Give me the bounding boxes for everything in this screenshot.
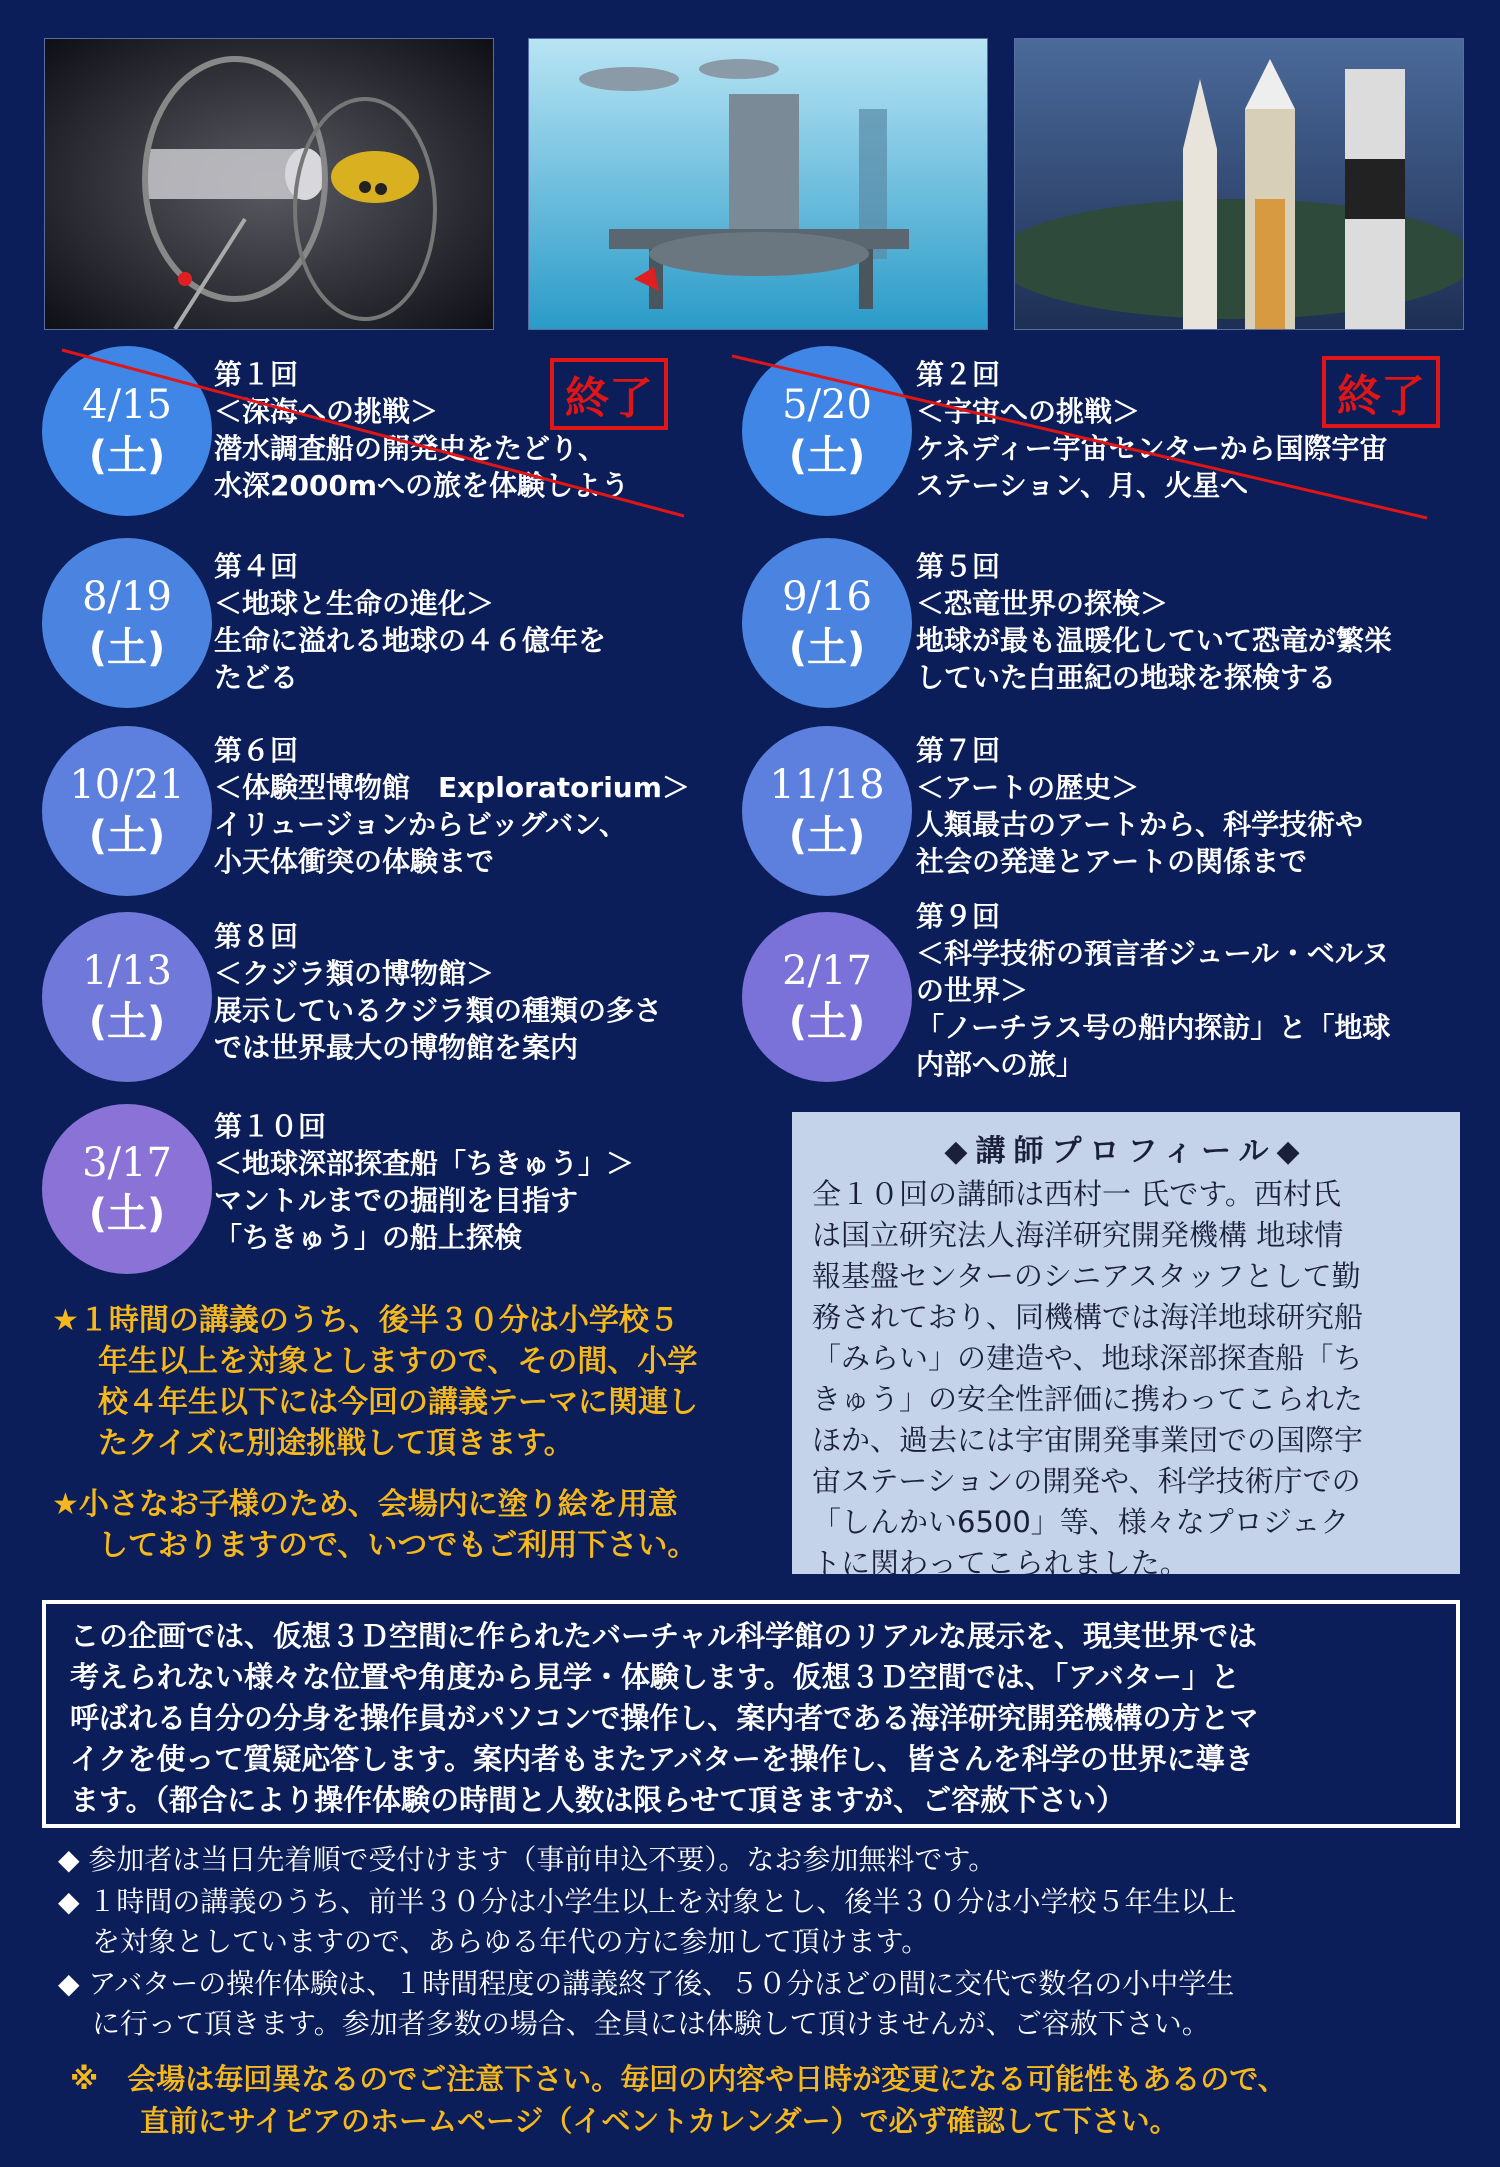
ended-stamp: 終了 xyxy=(550,358,668,430)
session-day-of-week: (土) xyxy=(88,813,166,859)
session-desc-line: 社会の発達とアートの関係まで xyxy=(916,845,1308,878)
session-date: 11/18 xyxy=(769,762,885,808)
session-title: ＜地球と生命の進化＞ xyxy=(214,587,495,620)
session-title: ＜クジラ類の博物館＞ xyxy=(214,957,495,990)
session-number: 第４回 xyxy=(214,550,299,583)
session-date: 4/15 xyxy=(82,382,172,428)
session-date: 5/20 xyxy=(782,382,872,428)
session-title: ＜体験型博物館 Exploratorium＞ xyxy=(214,771,690,804)
session-day-of-week: (土) xyxy=(788,625,866,671)
program-description: この企画では、仮想３Ｄ空間に作られたバーチャル科学館のリアルな展示を、現実世界では 考えられない様々な位置や角度から見学・体験します。仮想３Ｄ空間では、「アバター」と 呼ばれる自分の分身を操作員がパソコンで操作し、案内者である海洋研究開発機構の方とマ イクを使って質疑応答します。案内者もまたアバターを操作し、皆さんを科学の世界に導き ます。（都合により操作体験の時間と人数は限らせて頂きますが、ご容赦下さい） xyxy=(42,1600,1460,1828)
photo-rockets xyxy=(1014,38,1464,330)
photo-space-station xyxy=(528,38,988,330)
session-day-of-week: (土) xyxy=(88,433,166,479)
session-number: 第９回 xyxy=(916,900,1001,933)
session-date: 1/13 xyxy=(82,948,172,994)
session-date: 8/19 xyxy=(82,574,172,620)
strikethrough-line xyxy=(62,348,702,518)
session-title: ＜恐竜世界の探検＞ xyxy=(916,587,1169,620)
session-desc-line: していた白亜紀の地球を探検する xyxy=(916,661,1337,694)
date-circle xyxy=(42,912,212,1082)
session-date: 9/16 xyxy=(782,574,872,620)
session-number: 第５回 xyxy=(916,550,1001,583)
session-title: ＜宇宙への挑戦＞ xyxy=(916,395,1141,428)
session-desc-line: 内部への旅」 xyxy=(916,1048,1085,1081)
session-number: 第７回 xyxy=(916,734,1001,767)
session-number: 第２回 xyxy=(916,358,1001,391)
session-desc-line: 人類最古のアートから、科学技術や xyxy=(916,808,1364,841)
session-desc-line: 展示しているクジラ類の種類の多さ xyxy=(214,994,663,1027)
session-desc-line: 小天体衝突の体験まで xyxy=(214,845,495,878)
date-circle xyxy=(42,538,212,708)
session-desc-line: 地球が最も温暖化していて恐竜が繁栄 xyxy=(916,624,1393,657)
session-desc-line: 水深2000mへの旅を体験しよう xyxy=(214,469,630,502)
strikethrough-line xyxy=(732,354,1432,524)
session-desc-line: イリュージョンからビッグバン、 xyxy=(214,808,628,841)
date-circle xyxy=(742,912,912,1082)
date-circle xyxy=(742,726,912,896)
session-title: ＜アートの歴史＞ xyxy=(916,771,1140,804)
session-desc-line: 「ちきゅう」の船上探検 xyxy=(214,1221,523,1254)
session-day-of-week: (土) xyxy=(788,813,866,859)
info-item-avatar-experience: ◆ アバターの操作体験は、１時間程度の講義終了後、５０分ほどの間に交代で数名の小中学生 に行って頂きます。参加者多数の場合、全員には体験して頂けませんが、ご容赦下さい。 xyxy=(58,1967,1235,2040)
session-number: 第１０回 xyxy=(214,1110,327,1143)
session-desc-line: では世界最大の博物館を案内 xyxy=(214,1031,579,1064)
instructor-profile xyxy=(792,1112,1460,1580)
note-coloring: ★小さなお子様のため、会場内に塗り絵を用意 しておりますので、いつでもご利用下さい。 xyxy=(52,1487,698,1563)
session-day-of-week: (土) xyxy=(788,999,866,1045)
session-day-of-week: (土) xyxy=(88,999,166,1045)
session-number: 第６回 xyxy=(214,734,299,767)
session-date: 10/21 xyxy=(69,762,185,808)
info-item-registration: ◆ 参加者は当日先着順で受付けます（事前申込不要）。なお参加無料です。 xyxy=(58,1843,997,1876)
note-quiz: ★１時間の講義のうち、後半３０分は小学校５ 年生以上を対象としますので、その間、小学 校４年生以下には今回の講義テーマに関連し たクイズに別途挑戦して頂きます。 xyxy=(52,1303,698,1461)
session-desc-line: 「ノーチラス号の船内探訪」と「地球 xyxy=(916,1011,1391,1044)
caution-note: ※ 会場は毎回異なるのでご注意下さい。毎回の内容や日時が変更になる可能性もあるので、 直前にサイピアのホームページ（イベントカレンダー）で必ず確認して下さい。 xyxy=(70,2062,1287,2138)
session-number: 第１回 xyxy=(214,358,299,391)
date-circle xyxy=(742,538,912,708)
session-day-of-week: (土) xyxy=(88,625,166,671)
session-desc-line: 潜水調査船の開発史をたどり、 xyxy=(214,432,607,465)
info-list xyxy=(58,1840,1468,2046)
session-desc-line: ステーション、月、火星へ xyxy=(916,469,1249,502)
notes xyxy=(52,1300,762,1586)
session-date: 2/17 xyxy=(782,948,872,994)
session-day-of-week: (土) xyxy=(788,433,866,479)
info-item-audience: ◆ １時間の講義のうち、前半３０分は小学生以上を対象とし、後半３０分は小学校５年生以上 を対象としていますので、あらゆる年代の方に参加して頂けます。 xyxy=(58,1885,1237,1958)
session-desc-line: たどる xyxy=(214,661,299,694)
date-circle xyxy=(42,1104,212,1274)
profile-body: 全１０回の講師は西村一 氏です。西村氏 は国立研究法人海洋研究開発機構 地球情 報基盤センターのシニアスタッフとして勤 務されており、同機構では海洋地球研究船 「みらい」の建造や、地球深部探査船「ち きゅう」の安全性評価に携わってこられた ほか、過去には宇宙開発事業団での国際宇 宙ステーションの開発や、科学技術庁での 「しんかい6500」等、様々なプロジェク トに関わってこられました。 xyxy=(812,1177,1364,1580)
session-day-of-week: (土) xyxy=(88,1191,166,1237)
session-date: 3/17 xyxy=(82,1140,172,1186)
photo-deep-sea-submersible xyxy=(44,38,494,330)
profile-title: ◆講師プロフィール◆ xyxy=(944,1134,1308,1169)
session-desc-line: の世界＞ xyxy=(916,974,1029,1007)
ended-stamp: 終了 xyxy=(1322,356,1440,428)
date-circle xyxy=(42,726,212,896)
session-title: ＜深海への挑戦＞ xyxy=(214,395,439,428)
session-desc-line: ケネディー宇宙センターから国際宇宙 xyxy=(916,432,1388,465)
session-desc-line: 生命に溢れる地球の４６億年を xyxy=(214,624,607,657)
session-title: ＜地球深部探査船「ちきゅう」＞ xyxy=(214,1147,635,1180)
session-desc-line: マントルまでの掘削を目指す xyxy=(214,1184,579,1217)
session-number: 第８回 xyxy=(214,920,299,953)
session-title: ＜科学技術の預言者ジュール・ベルヌ xyxy=(916,937,1390,970)
